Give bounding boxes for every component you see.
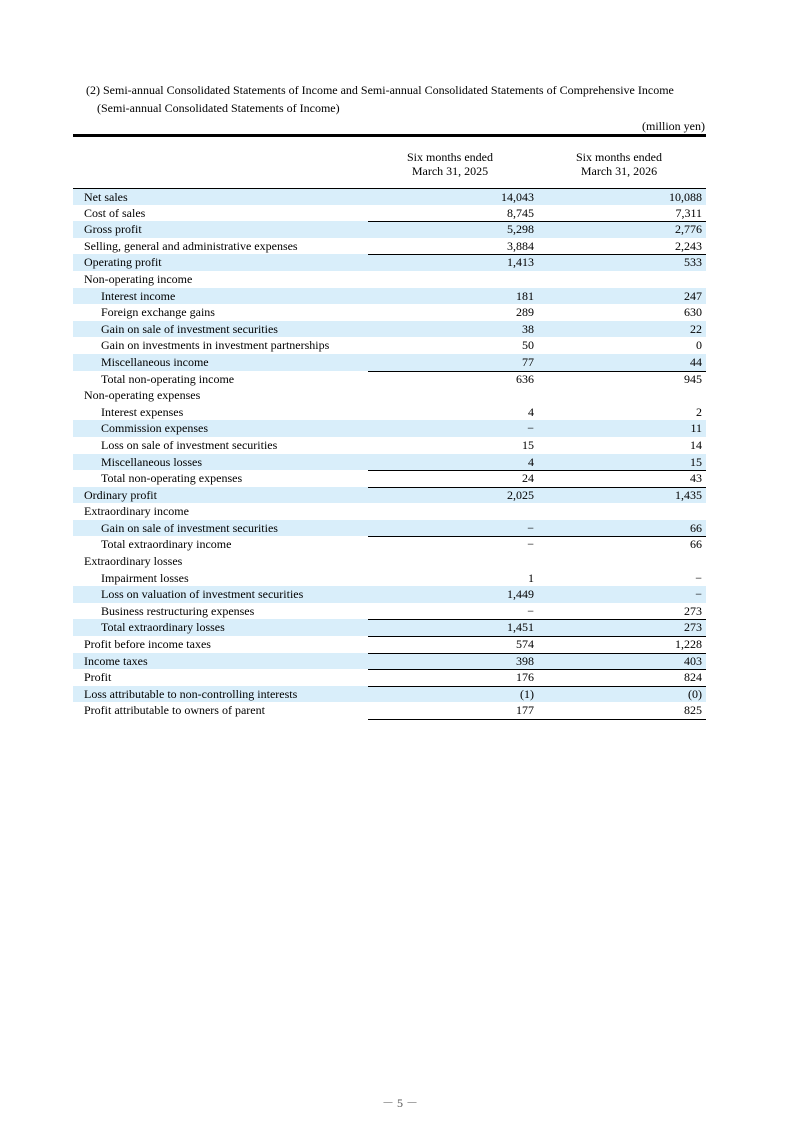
table-row <box>73 586 706 603</box>
column-header-line: March 31, 2025 <box>411 164 489 178</box>
column-header-line: Six months ended <box>576 150 662 164</box>
row-label: Interest expenses <box>101 404 184 419</box>
value-2026: − <box>695 587 702 602</box>
table-row <box>73 487 706 504</box>
value-2025: − <box>527 421 534 436</box>
row-label: Miscellaneous losses <box>101 454 202 469</box>
value-2025: 1,451 <box>507 620 534 635</box>
value-2025: 3,884 <box>507 238 534 253</box>
value-2026: 7,311 <box>675 205 702 220</box>
value-2026: 0 <box>696 338 702 353</box>
value-2026: 15 <box>690 454 702 469</box>
value-2026: 247 <box>684 288 702 303</box>
value-2026: 533 <box>684 255 702 270</box>
row-label: Total non-operating expenses <box>101 471 243 486</box>
value-2025: 176 <box>516 670 534 685</box>
table-row <box>73 520 706 537</box>
value-2025: 38 <box>522 321 534 336</box>
value-2026: 403 <box>684 653 702 668</box>
value-2025: 50 <box>522 338 534 353</box>
row-label: Operating profit <box>84 255 162 270</box>
table-row <box>73 437 706 454</box>
value-2026: 44 <box>690 354 702 369</box>
value-2025: 24 <box>522 471 534 486</box>
value-2026: 945 <box>684 371 702 386</box>
value-2025: 14,043 <box>501 190 534 204</box>
value-2026: − <box>695 570 702 585</box>
statement-heading: (2) Semi-annual Consolidated Statements of Income and Semi-annual Consolidated Statements of Comprehensive Income <box>86 83 674 97</box>
column-header-line: Six months ended <box>407 150 493 164</box>
value-2025: 574 <box>516 637 534 652</box>
table-row <box>73 570 706 587</box>
row-label: Total extraordinary losses <box>101 620 225 635</box>
table-row <box>73 619 706 636</box>
value-2025: − <box>527 603 534 618</box>
value-2026: (0) <box>688 686 702 701</box>
value-2026: 2,776 <box>675 222 702 237</box>
value-2025: 636 <box>516 371 534 386</box>
value-2025: 1,449 <box>507 587 534 602</box>
table-row <box>73 636 706 653</box>
value-2026: 824 <box>684 670 702 685</box>
table-row <box>73 354 706 371</box>
column-header-2025 <box>366 150 534 178</box>
unit-label: (million yen) <box>642 119 705 133</box>
table-row <box>73 238 706 255</box>
value-2025: 5,298 <box>507 222 534 237</box>
value-2026: 2,243 <box>675 238 702 253</box>
value-2026: 10,088 <box>669 190 702 204</box>
value-2026: 825 <box>684 703 702 718</box>
row-label: Profit before income taxes <box>84 637 211 652</box>
table-row <box>73 387 706 404</box>
row-label: Loss on sale of investment securities <box>101 437 278 452</box>
value-2026: 22 <box>690 321 702 336</box>
value-2026: 273 <box>684 603 702 618</box>
table-row <box>73 503 706 520</box>
value-2026: 14 <box>690 437 702 452</box>
row-label: Total non-operating income <box>101 371 235 386</box>
value-2026: 2 <box>696 404 702 419</box>
value-2026: 1,435 <box>675 487 702 502</box>
value-2025: 398 <box>516 653 534 668</box>
value-2025: − <box>527 520 534 535</box>
header-rule <box>73 134 706 137</box>
table-row <box>73 205 706 222</box>
column-header-line: March 31, 2026 <box>580 164 658 178</box>
value-2026: 66 <box>690 520 702 535</box>
row-label: Total extraordinary income <box>101 537 232 552</box>
row-label: Extraordinary losses <box>84 554 183 569</box>
table-row <box>73 321 706 338</box>
row-label: Commission expenses <box>101 421 208 436</box>
table-row <box>73 271 706 288</box>
row-label: Loss on valuation of investment securities <box>101 587 304 602</box>
row-label: Non-operating income <box>84 271 193 286</box>
table-row <box>73 536 706 553</box>
row-label: Ordinary profit <box>84 487 157 502</box>
table-row <box>73 288 706 305</box>
value-2026: 43 <box>690 471 702 486</box>
value-2025: 1,413 <box>507 255 534 270</box>
value-2026: 11 <box>690 421 702 436</box>
table-row <box>73 702 706 719</box>
table-row <box>73 553 706 570</box>
value-2026: 1,228 <box>675 637 702 652</box>
row-label: Profit attributable to owners of parent <box>84 703 265 718</box>
table-row <box>73 454 706 471</box>
value-2026: 273 <box>684 620 702 635</box>
row-label: Cost of sales <box>84 205 146 220</box>
row-label: Profit <box>84 670 112 685</box>
row-label: Gross profit <box>84 222 142 237</box>
table-row <box>73 603 706 620</box>
row-label: Non-operating expenses <box>84 388 201 403</box>
table-row <box>73 337 706 354</box>
value-2025: 1 <box>528 570 534 585</box>
table-row <box>73 221 706 238</box>
row-label: Extraordinary income <box>84 504 189 519</box>
column-header-2026 <box>535 150 703 178</box>
table-row <box>73 254 706 271</box>
table-row <box>73 669 706 686</box>
table-row <box>73 404 706 421</box>
row-label: Miscellaneous income <box>101 354 209 369</box>
row-label: Loss attributable to non-controlling interests <box>84 686 298 701</box>
table-row <box>73 653 706 670</box>
table-row <box>73 686 706 703</box>
value-2025: 2,025 <box>507 487 534 502</box>
table-row <box>73 470 706 487</box>
value-2025: 8,745 <box>507 205 534 220</box>
row-label: Gain on investments in investment partnerships <box>101 338 330 353</box>
row-label: Selling, general and administrative expenses <box>84 238 298 253</box>
value-2025: 289 <box>516 305 534 320</box>
value-2025: − <box>527 537 534 552</box>
row-label: Impairment losses <box>101 570 189 585</box>
value-2025: 77 <box>522 354 534 369</box>
value-2026: 66 <box>690 537 702 552</box>
table-row <box>73 420 706 437</box>
table-row <box>73 371 706 388</box>
statement-subheading: (Semi-annual Consolidated Statements of Income) <box>97 101 340 115</box>
row-label: Net sales <box>84 190 128 204</box>
value-2025: 4 <box>528 454 534 469</box>
page-number: － 5 － <box>381 1096 418 1110</box>
row-label: Gain on sale of investment securities <box>101 520 278 535</box>
income-statement-table <box>73 188 706 719</box>
row-label: Business restructuring expenses <box>101 603 255 618</box>
table-row <box>73 188 706 205</box>
table-row <box>73 304 706 321</box>
value-2025: 177 <box>516 703 534 718</box>
row-label: Interest income <box>101 288 176 303</box>
row-label: Gain on sale of investment securities <box>101 321 278 336</box>
row-label: Foreign exchange gains <box>101 305 215 320</box>
value-2025: 15 <box>522 437 534 452</box>
value-2025: 4 <box>528 404 534 419</box>
row-label: Income taxes <box>84 653 148 668</box>
value-2026: 630 <box>684 305 702 320</box>
value-2025: (1) <box>520 686 534 701</box>
value-2025: 181 <box>516 288 534 303</box>
